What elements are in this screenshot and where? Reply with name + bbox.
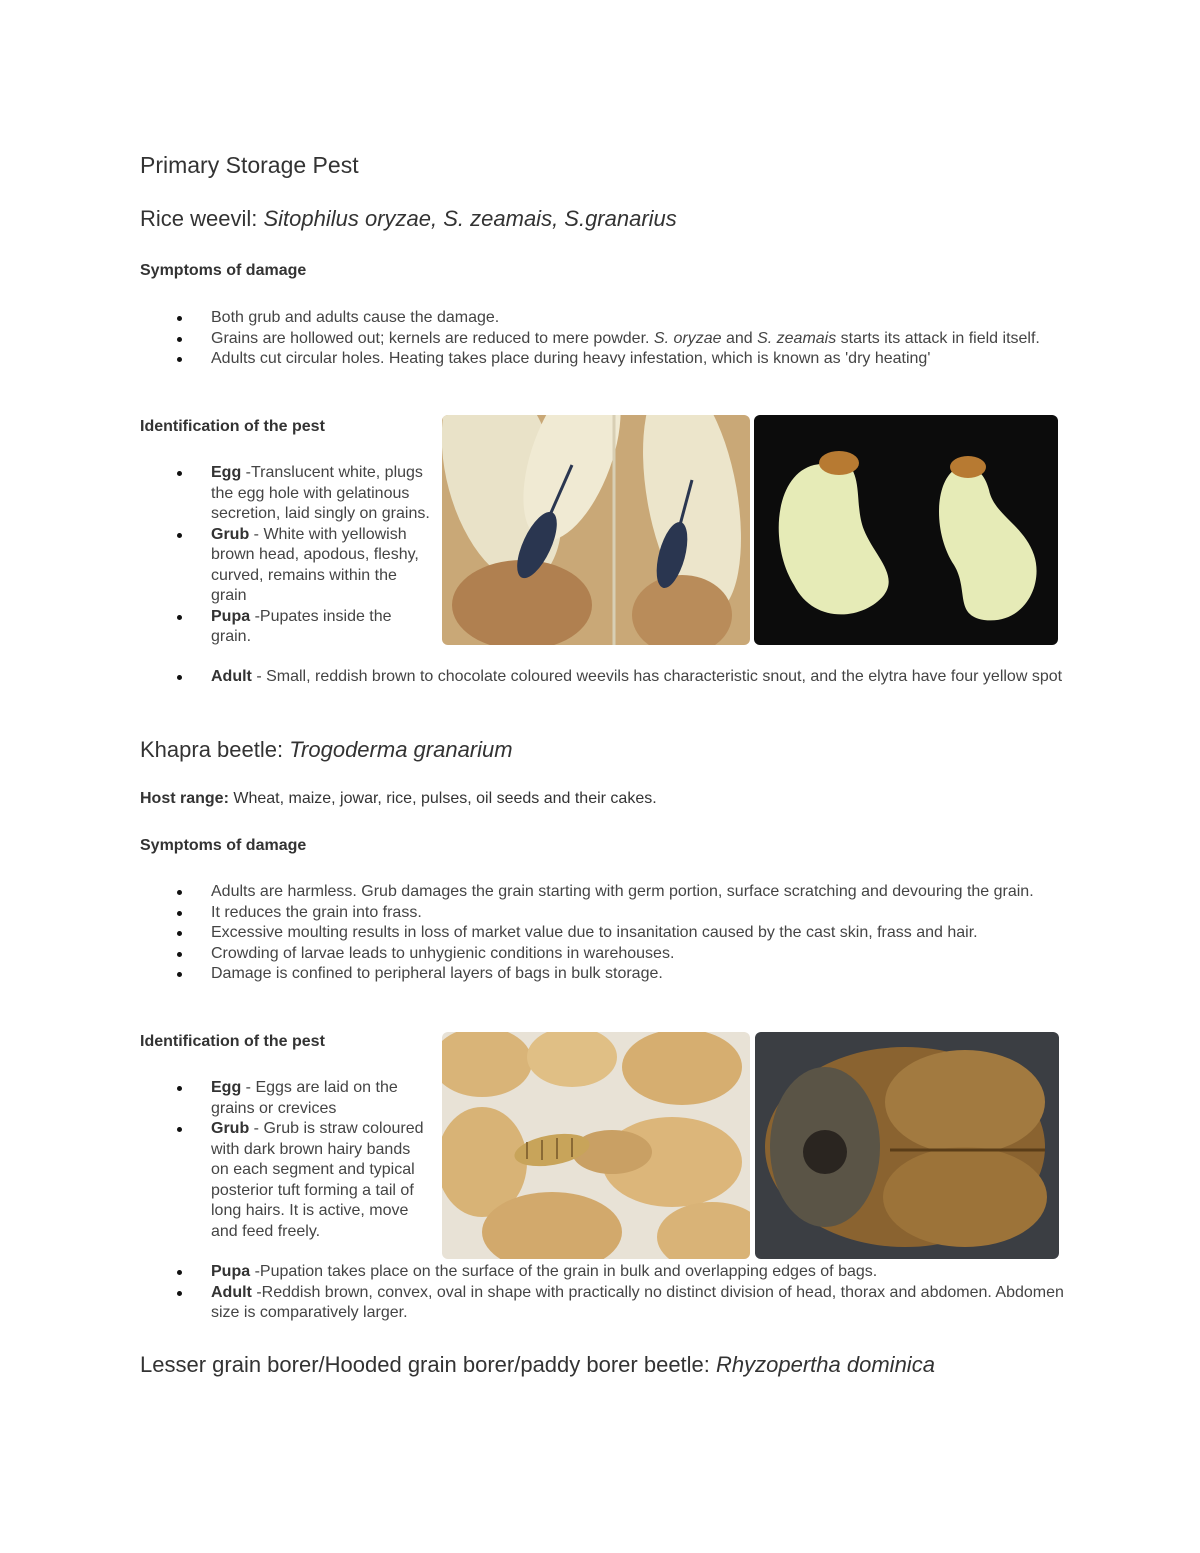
rice-weevil-adult-list xyxy=(140,667,1065,688)
khapra-grub-photo xyxy=(442,1032,750,1259)
list-item: Egg -Translucent white, plugs the egg hole with gelatinous secretion, laid singly on grains. xyxy=(140,463,430,525)
list-item: Both grub and adults cause the damage. xyxy=(140,308,1060,329)
khapra-host-range: Host range: Wheat, maize, jowar, rice, pulses, oil seeds and their cakes. xyxy=(140,790,657,807)
rice-weevil-symptoms-label: Symptoms of damage xyxy=(140,262,307,279)
rice-weevil-identification-label: Identification of the pest xyxy=(140,418,325,435)
khapra-scientific-name: Trogoderma granarium xyxy=(289,737,513,762)
list-item: Grub - Grub is straw coloured with dark brown hairy bands on each segment and typical posterior tuft forming a tail of long hairs. It is active, move and feed freely. xyxy=(140,1119,430,1242)
list-item: Egg - Eggs are laid on the grains or crevices xyxy=(140,1078,430,1119)
list-item: Adults are harmless. Grub damages the grain starting with germ portion, surface scratching and devouring the grain. xyxy=(140,882,1060,903)
rice-weevil-stages-list xyxy=(140,463,430,648)
list-item: Damage is confined to peripheral layers of bags in bulk storage. xyxy=(140,964,1060,985)
khapra-identification-label: Identification of the pest xyxy=(140,1033,325,1050)
list-item: Excessive moulting results in loss of market value due to insanitation caused by the cast skin, frass and hair. xyxy=(140,923,1060,944)
list-item: Grub - White with yellowish brown head, apodous, fleshy, curved, remains within the grain xyxy=(140,525,430,607)
khapra-grub-image xyxy=(442,1032,750,1259)
lesser-grain-borer-heading: Lesser grain borer/Hooded grain borer/paddy borer beetle: Rhyzopertha dominica xyxy=(140,1352,935,1377)
khapra-pupa-adult-list xyxy=(140,1262,1065,1324)
list-item: Adults cut circular holes. Heating takes place during heavy infestation, which is known as 'dry heating' xyxy=(140,349,1060,370)
list-item: Grains are hollowed out; kernels are reduced to mere powder. S. oryzae and S. zeamais starts its attack in field itself. xyxy=(140,329,1060,350)
rice-weevil-heading: Rice weevil: Sitophilus oryzae, S. zeamais, S.granarius xyxy=(140,206,677,231)
list-item: Crowding of larvae leads to unhygienic conditions in warehouses. xyxy=(140,944,1060,965)
borer-scientific-name: Rhyzopertha dominica xyxy=(716,1352,935,1377)
list-item: Pupa -Pupates inside the grain. xyxy=(140,607,430,648)
rice-weevil-adults-image xyxy=(442,415,750,645)
list-item: Adult -Reddish brown, convex, oval in shape with practically no distinct division of head, thorax and abdomen. Abdomen size is comparatively larger. xyxy=(140,1283,1065,1324)
rice-weevil-scientific-name: Sitophilus oryzae, S. zeamais, S.granarius xyxy=(263,206,677,231)
list-item: Adult - Small, reddish brown to chocolate coloured weevils has characteristic snout, and the elytra have four yellow spot xyxy=(140,667,1065,688)
page-title: Primary Storage Pest xyxy=(140,152,359,178)
list-item: It reduces the grain into frass. xyxy=(140,903,1060,924)
khapra-symptoms-label: Symptoms of damage xyxy=(140,837,307,854)
rice-weevil-grubs-image xyxy=(754,415,1058,645)
khapra-stages-list xyxy=(140,1078,430,1242)
list-item: Pupa -Pupation takes place on the surface of the grain in bulk and overlapping edges of bags. xyxy=(140,1262,1065,1283)
khapra-adult-image xyxy=(755,1032,1059,1259)
khapra-beetle-heading: Khapra beetle: Trogoderma granarium xyxy=(140,737,513,762)
khapra-symptoms-list xyxy=(140,882,1060,985)
khapra-adult-photo xyxy=(755,1032,1059,1259)
rice-weevil-grubs-photo xyxy=(754,415,1058,645)
rice-weevil-adults-photo xyxy=(442,415,750,645)
rice-weevil-symptoms-list xyxy=(140,308,1060,370)
